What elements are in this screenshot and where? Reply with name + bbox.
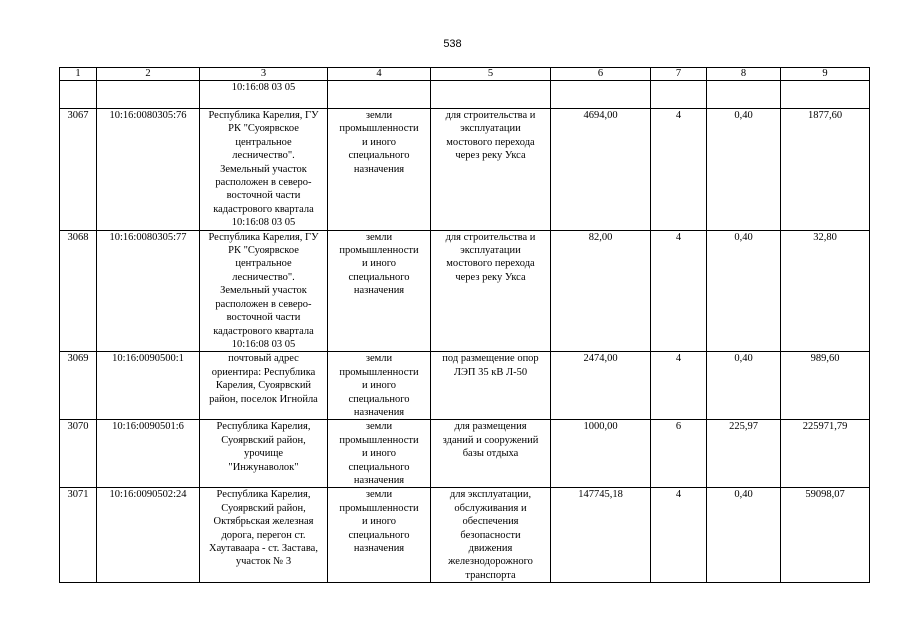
table-row (60, 352, 870, 420)
cadastral-number: 10:16:0090502:24 (97, 488, 200, 583)
cell-empty (60, 81, 97, 109)
cell-empty (707, 81, 781, 109)
land-category: земли промышленности и иного специального назначения (328, 352, 431, 420)
cadastral-number: 10:16:0080305:77 (97, 230, 200, 352)
cell-empty (651, 81, 707, 109)
column-header: 8 (707, 68, 781, 81)
column-header: 4 (328, 68, 431, 81)
page-number: 538 (443, 38, 462, 50)
row-number: 3071 (60, 488, 97, 583)
column-8-value: 0,40 (707, 230, 781, 352)
column-header: 5 (431, 68, 551, 81)
column-header: 9 (781, 68, 870, 81)
column-7-value: 6 (651, 420, 707, 488)
column-7-value: 4 (651, 109, 707, 231)
row-number: 3069 (60, 352, 97, 420)
permitted-use: для строительства и эксплуатации мостового перехода через реку Укса (431, 230, 551, 352)
cell-empty (781, 81, 870, 109)
location-description: Республика Карелия, ГУ РК "Суоярвское центральное лесничество". Земельный участок расположен в северо- восточной части кадастрового квартала 10:16:08 03 05 (200, 230, 328, 352)
location-description: Республика Карелия, Суоярвский район, урочище "Инжунаволок" (200, 420, 328, 488)
permitted-use: для размещения зданий и сооружений базы отдыха (431, 420, 551, 488)
column-header: 3 (200, 68, 328, 81)
cell-empty (551, 81, 651, 109)
land-category: земли промышленности и иного специального назначения (328, 230, 431, 352)
table-row (60, 230, 870, 352)
row-number: 3067 (60, 109, 97, 231)
column-9-value: 1877,60 (781, 109, 870, 231)
column-8-value: 225,97 (707, 420, 781, 488)
table-row (60, 420, 870, 488)
land-category: земли промышленности и иного специального назначения (328, 109, 431, 231)
column-header: 6 (551, 68, 651, 81)
column-header: 1 (60, 68, 97, 81)
area-value: 2474,00 (551, 352, 651, 420)
land-category: земли промышленности и иного специального назначения (328, 488, 431, 583)
column-header: 7 (651, 68, 707, 81)
area-value: 4694,00 (551, 109, 651, 231)
location-description: Республика Карелия, Суоярвский район, Октябрьская железная дорога, перегон ст. Хаутаваара - ст. Застава, участок № 3 (200, 488, 328, 583)
column-8-value: 0,40 (707, 352, 781, 420)
cell-empty (97, 81, 200, 109)
cell-empty (431, 81, 551, 109)
area-value: 147745,18 (551, 488, 651, 583)
land-registry-table (59, 67, 870, 583)
land-category: земли промышленности и иного специального назначения (328, 420, 431, 488)
row-number: 3070 (60, 420, 97, 488)
column-7-value: 4 (651, 230, 707, 352)
location-description: почтовый адрес ориентира: Республика Карелия, Суоярвский район, поселок Игнойла (200, 352, 328, 420)
continuation-cadastral-quarter: 10:16:08 03 05 (200, 81, 328, 109)
column-7-value: 4 (651, 488, 707, 583)
column-number-header-row (60, 68, 870, 81)
permitted-use: под размещение опор ЛЭП 35 кВ Л-50 (431, 352, 551, 420)
column-9-value: 32,80 (781, 230, 870, 352)
column-9-value: 225971,79 (781, 420, 870, 488)
table-row (60, 488, 870, 583)
continuation-row (60, 81, 870, 109)
column-header: 2 (97, 68, 200, 81)
permitted-use: для строительства и эксплуатации мостового перехода через реку Укса (431, 109, 551, 231)
cell-empty (328, 81, 431, 109)
area-value: 82,00 (551, 230, 651, 352)
column-8-value: 0,40 (707, 488, 781, 583)
column-9-value: 59098,07 (781, 488, 870, 583)
permitted-use: для эксплуатации, обслуживания и обеспечения безопасности движения железнодорожного транспорта (431, 488, 551, 583)
cadastral-number: 10:16:0080305:76 (97, 109, 200, 231)
table-row (60, 109, 870, 231)
column-9-value: 989,60 (781, 352, 870, 420)
column-7-value: 4 (651, 352, 707, 420)
location-description: Республика Карелия, ГУ РК "Суоярвское центральное лесничество". Земельный участок расположен в северо- восточной части кадастрового квартала 10:16:08 03 05 (200, 109, 328, 231)
area-value: 1000,00 (551, 420, 651, 488)
cadastral-number: 10:16:0090500:1 (97, 352, 200, 420)
column-8-value: 0,40 (707, 109, 781, 231)
cadastral-number: 10:16:0090501:6 (97, 420, 200, 488)
row-number: 3068 (60, 230, 97, 352)
